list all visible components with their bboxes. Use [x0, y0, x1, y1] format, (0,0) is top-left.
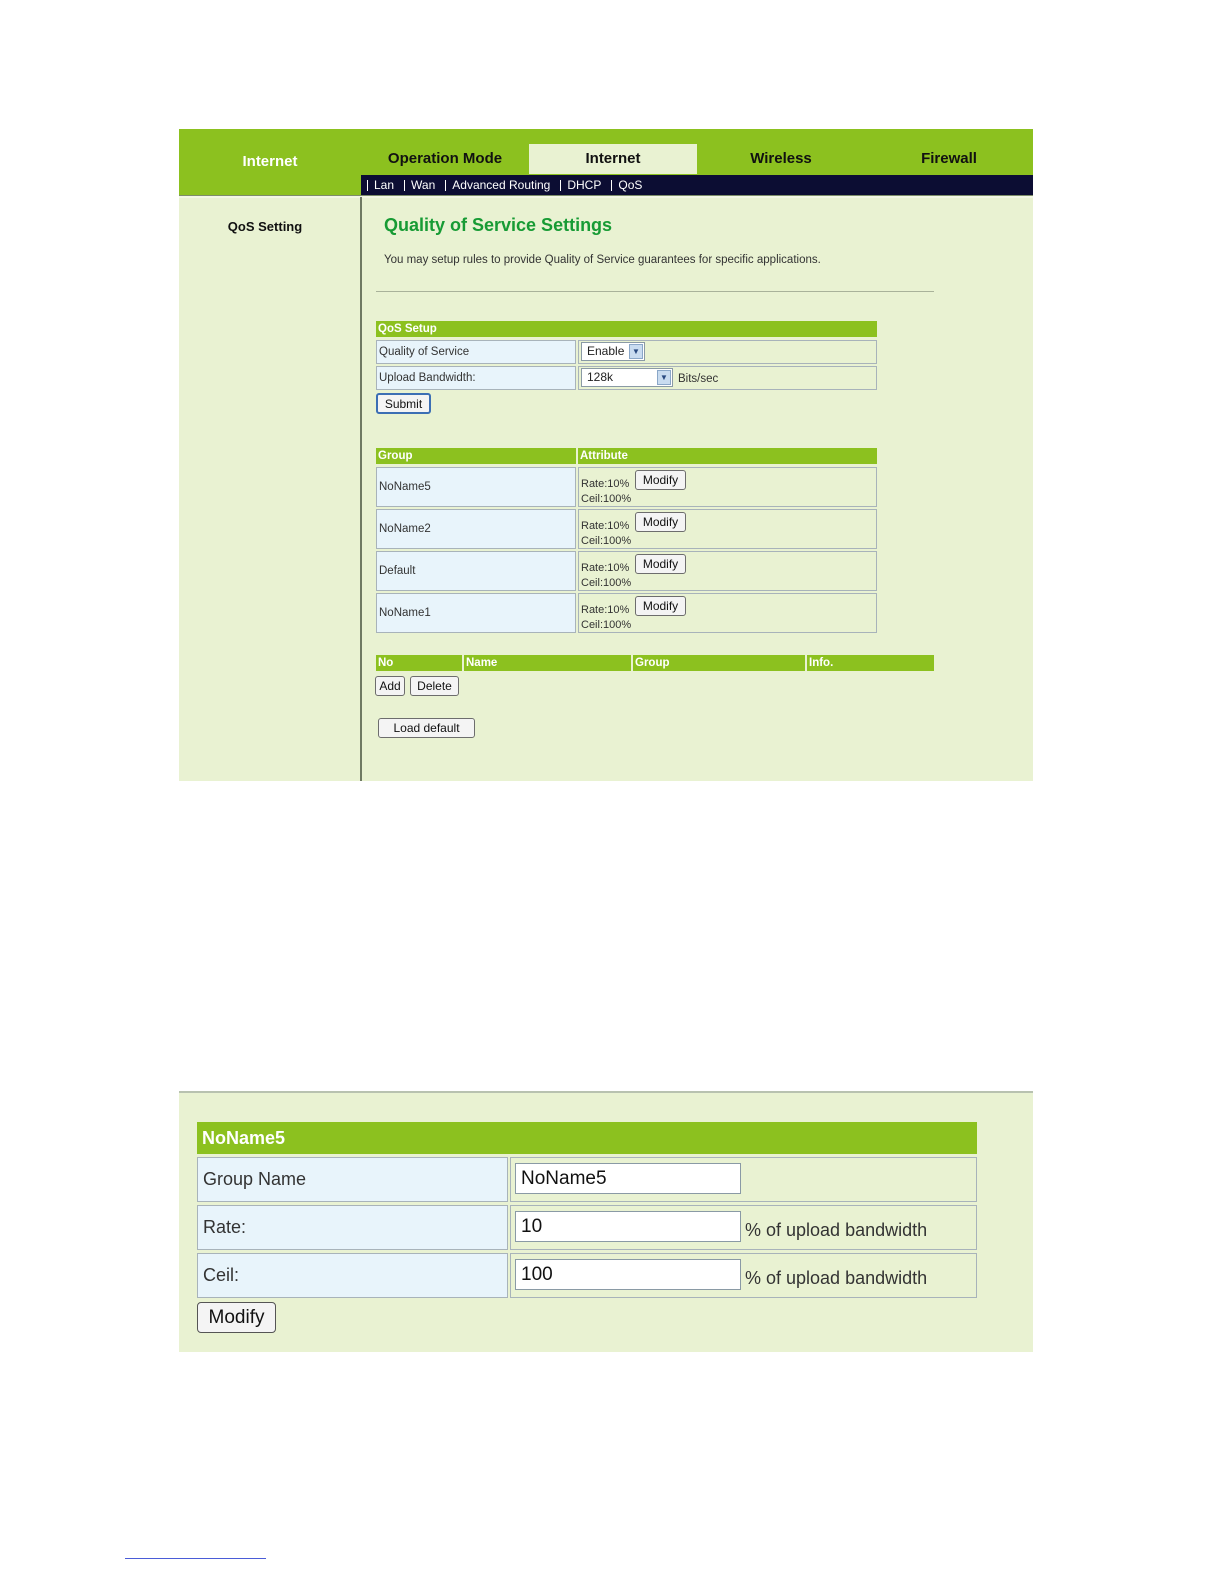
info-column-header: Info. — [807, 655, 934, 671]
page-description: You may setup rules to provide Quality of Service guarantees for specific applications. — [384, 254, 821, 266]
group-ceil: Ceil:100% — [581, 493, 632, 505]
sidebar-item-qos-setting[interactable]: QoS Setting — [227, 219, 303, 234]
modify-button[interactable]: Modify — [197, 1302, 276, 1333]
subnav-advanced-routing[interactable]: Advanced Routing — [449, 178, 564, 192]
divider — [376, 291, 934, 292]
subnav-qos[interactable]: QoS — [615, 178, 656, 192]
qos-select[interactable] — [581, 342, 645, 361]
qos-settings-screenshot — [179, 129, 1033, 781]
name-column-header: Name — [464, 655, 631, 671]
subnav-wan[interactable]: Wan — [408, 178, 449, 192]
subnav-lan[interactable]: Lan — [371, 178, 408, 192]
group-name: NoName2 — [376, 509, 576, 549]
group-column-header: Group — [633, 655, 805, 671]
ceil-input[interactable]: 100 — [515, 1259, 741, 1290]
sidebar-divider — [360, 197, 362, 781]
chevron-down-icon: ▼ — [629, 344, 643, 359]
ceil-label: Ceil: — [197, 1253, 508, 1298]
footnote-divider — [125, 1558, 266, 1559]
no-column-header: No — [376, 655, 462, 671]
delete-button[interactable]: Delete — [410, 676, 459, 696]
group-rate: Rate:10% — [581, 520, 630, 532]
bandwidth-unit: Bits/sec — [678, 373, 719, 385]
modify-form-header: NoName5 — [197, 1122, 977, 1154]
add-button[interactable]: Add — [375, 676, 405, 696]
group-ceil: Ceil:100% — [581, 577, 632, 589]
modify-group-button[interactable]: Modify — [635, 554, 686, 574]
group-name: NoName5 — [376, 467, 576, 507]
group-name-label: Group Name — [197, 1157, 508, 1202]
ceil-unit: % of upload bandwidth — [745, 1268, 928, 1288]
modify-group-button[interactable]: Modify — [635, 596, 686, 616]
qos-label: Quality of Service — [376, 340, 576, 364]
group-ceil: Ceil:100% — [581, 535, 632, 547]
qos-select-value: Enable — [587, 344, 625, 358]
tab-wireless[interactable]: Wireless — [750, 150, 812, 167]
group-name-input[interactable]: NoName5 — [515, 1163, 741, 1194]
upload-bandwidth-select[interactable] — [581, 368, 673, 387]
tab-operation-mode[interactable]: Operation Mode — [387, 150, 503, 167]
attribute-column-header: Attribute — [578, 448, 877, 464]
rate-input[interactable]: 10 — [515, 1211, 741, 1242]
chevron-down-icon: ▼ — [657, 370, 671, 385]
group-name: NoName1 — [376, 593, 576, 633]
tab-firewall[interactable]: Firewall — [921, 150, 977, 167]
section-title: Internet — [242, 153, 298, 170]
group-name: Default — [376, 551, 576, 591]
group-rate: Rate:10% — [581, 562, 630, 574]
upload-bandwidth-value: 128k — [587, 370, 614, 384]
submit-button[interactable]: Submit — [376, 393, 431, 414]
header-divider — [179, 195, 1033, 198]
main-tabs — [361, 144, 1033, 174]
modify-group-button[interactable]: Modify — [635, 470, 686, 490]
sub-navigation — [361, 175, 1033, 195]
page-title: Quality of Service Settings — [384, 215, 613, 235]
group-rate: Rate:10% — [581, 604, 630, 616]
modify-group-button[interactable]: Modify — [635, 512, 686, 532]
modify-group-screenshot — [179, 1091, 1033, 1352]
subnav-dhcp[interactable]: DHCP — [564, 178, 615, 192]
load-default-button[interactable]: Load default — [378, 718, 475, 738]
group-rate: Rate:10% — [581, 478, 630, 490]
qos-setup-header: QoS Setup — [376, 321, 877, 337]
upload-bandwidth-label: Upload Bandwidth: — [376, 366, 576, 390]
group-column-header: Group — [376, 448, 576, 464]
group-ceil: Ceil:100% — [581, 619, 632, 631]
rate-label: Rate: — [197, 1205, 508, 1250]
rate-unit: % of upload bandwidth — [745, 1220, 928, 1240]
tab-internet[interactable]: Internet — [529, 144, 697, 174]
